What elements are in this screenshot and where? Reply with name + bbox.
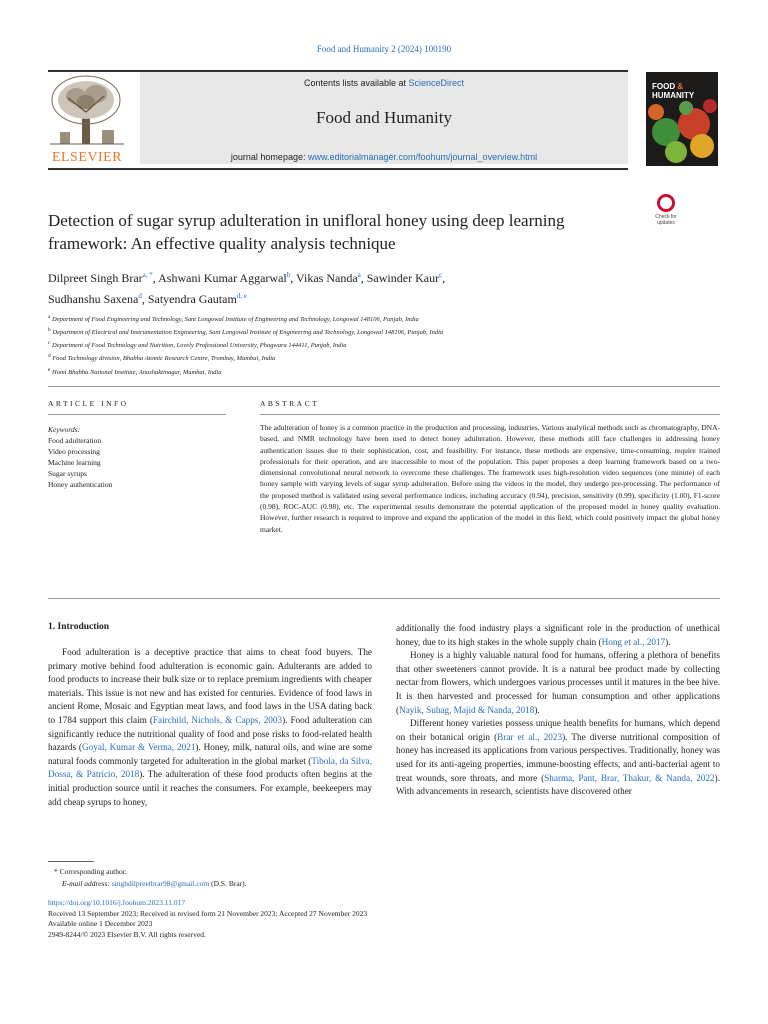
author-name[interactable]: Sudhanshu Saxena (48, 292, 139, 306)
paragraph: additionally the food industry plays a significant role in the production of unethical honey, due to its high stakes in the whole supply chain (Hong et al., 2017). (396, 623, 720, 647)
check-updates-icon (657, 194, 675, 212)
paragraph: Honey is a highly valuable natural food for humans, offering a plethora of benefits that other sweeteners cannot provide. It is a natural bee product made by collecting nectar from flowers, which undergoes various processes until it matures in the bee hive. It is then harvested and processed for human consumption and other applications (Nayik, Suhag, Majid & Nanda, 2018). (396, 650, 720, 715)
citation-link[interactable]: Brar et al., 2023 (497, 731, 563, 742)
author-list: Dilpreet Singh Brar$^{a, *}$, Ashwani Kumar Aggarwal$^b$, Vikas Nanda$^a$, Sawinder Kaur$^c$, Sudhanshu Saxena$^d$, Satyendra Gautam$^{d, e}$ (48, 271, 446, 306)
abstract-text: The adulteration of honey is a common practice in the production and processing, industries. Various analytical methods such as chromatography, DNA-based, and NMR technology have been used to detect honey adulteration. However, these methods still face challenges in addressing honey authentication issues due to their sophistication, cost, and feasibility. For instance, these methods are expensive, time-consuming, require trained professionals for their operation, and are inaccessible to most of the population. This paper proposes a deep learning framework based on a two-dimensional convolutional neural network to overcome these challenges. The framework uses high-resolution video sequences (one minute) of each honey sample with varying levels of sugar syrup adulteration. Before using the videos in the model, they undergo pre-processing. The performance of the proposed method is validated using several performance indices, including accuracy (0.94), precision, sensitivity (0.99), specificity (1.00), F1-score (0.98), ROC-AUC (0.98), etc. The experimental results demonstrate the potential application of the proposed model in honey quality evaluation. However, further research is required to improve and expand the application of the model in this field, which could positively impact the global honey market. (260, 423, 720, 534)
affiliation-item: $^b$ Department of Electrical and Instrumentation Engineering, Sant Longowal Institute of Engineering and Technology, Longowal 148106, Punjab, India (48, 327, 444, 337)
footnote-rule (48, 861, 94, 862)
keyword-item: Video processing (48, 447, 100, 456)
citation-link[interactable]: Hong et al., 2017 (601, 636, 666, 647)
journal-homepage: journal homepage: www.editorialmanager.com/foohum/journal_overview.html (230, 152, 538, 162)
keyword-item: Machine learning (48, 458, 101, 467)
keywords-label: Keywords: (48, 425, 81, 434)
abstract-heading: ABSTRACT (260, 399, 320, 408)
author-name[interactable]: Vikas Nanda (296, 271, 358, 285)
citation-link[interactable]: Fairchild, Nichols, & Capps, 2003 (152, 714, 283, 725)
paragraph: Different honey varieties possess unique health benefits for humans, which depend on their botanical origin (Brar et al., 2023). The diverse nutritional composition of honey has increased its applications from various perspectives. Traditionally, honey was used for its anti-ageing properties, immune-boosting effects, and anti-bacterial agent to treat wounds, sore throats, and more (Sharma, Pant, Brar, Thakur, & Nanda, 2022). With advancements in research, scientists have discovered other (396, 718, 721, 797)
journal-reference[interactable]: Food and Humanity 2 (2024) 100190 (316, 44, 452, 54)
copyright: 2949-8244/© 2023 Elsevier B.V. All rights reserved. (48, 929, 206, 939)
email-note: E-mail address: singhdilpreetbrar98@gmail.com (D.S. Brar). (62, 878, 247, 888)
corresponding-author-note: * Corresponding author. (54, 867, 127, 876)
check-for-updates-badge[interactable] (648, 194, 684, 228)
article-info-heading: ARTICLE INFO (48, 399, 129, 408)
author-affil-sup[interactable]: d, e (236, 292, 247, 300)
author-affil-sup[interactable]: b (286, 271, 291, 279)
author-affil-sup[interactable]: c (439, 271, 443, 279)
publication-info (48, 898, 548, 940)
footnotes (48, 866, 448, 889)
body-column-left (48, 646, 372, 809)
article-title: Detection of sugar syrup adulteration in unifloral honey using deep learning framework: An effective quality analysis technique (48, 211, 565, 253)
received-dates: Received 13 September 2023; Received in revised form 21 November 2023; Accepted 27 November 2023 (48, 908, 368, 918)
introduction-heading: 1. Introduction (48, 622, 110, 632)
citation-link[interactable]: Nayik, Suhag, Majid & Nanda, 2018 (399, 704, 535, 715)
keywords-block (48, 424, 226, 490)
citation-link[interactable]: Goyal, Kumar & Verma, 2021 (82, 742, 196, 753)
article-info-rule (48, 414, 226, 415)
abstract-rule (260, 414, 720, 415)
affiliation-list (48, 312, 668, 378)
journal-name: Food and Humanity (316, 108, 452, 127)
affiliation-item: $^c$ Department of Food Technology and Nutrition, Lovely Professional University, Phagwara 144411, Punjab, India (48, 340, 347, 350)
journal-cover-image[interactable] (646, 72, 718, 166)
check-updates-label: Check for updates (655, 214, 677, 226)
keyword-item: Sugar syrups (48, 469, 87, 478)
affiliation-item: $^a$ Department of Food Engineering and Technology, Sant Longowal Institute of Engineering and Technology, Longowal 148106, Punjab, India (48, 314, 419, 324)
author-name[interactable]: Satyendra Gautam (147, 292, 237, 306)
author-affil-sup[interactable]: d (138, 292, 142, 300)
body-column-right (396, 622, 720, 799)
citation-link[interactable]: Tibola, da Silva, Dossa, & Patrício, 2018 (48, 755, 372, 780)
available-online: Available online 1 December 2023 (48, 919, 153, 928)
author-name[interactable]: Ashwani Kumar Aggarwal (158, 271, 287, 285)
section-divider (48, 386, 720, 387)
homepage-link[interactable]: www.editorialmanager.com/foohum/journal_overview.html (307, 152, 538, 162)
doi-link[interactable]: https://doi.org/10.1016/j.foohum.2023.11.017 (48, 898, 186, 907)
paragraph: Food adulteration is a deceptive practice that aims to cheat food buyers. The primary motive behind food adulteration is economic gain. Adulterants are added to food products to increase their bulk size or to replace premium ingredients with cheaper materials. This issue is not new and has existed for centuries. Evidence of food laws in ancient Rome, Mosaic and Egyptian meat laws, and food laws in the USA dating back to 1784 support this claim (Fairchild, Nichols, & Capps, 2003). Food adulteration can significantly reduce the nutritional quality of food and pose risks to food-related health hazards (Goyal, Kumar & Verma, 2021). Honey, milk, natural oils, and wine are some natural foods commonly targeted for adulteration in the global market (Tibola, da Silva, Dossa, & Patrício, 2018). The adulteration of these food products often begins at the initial production source until it reaches the consumers. For example, beekeepers may add cheap syrups to honey, (48, 647, 372, 807)
email-link[interactable]: singhdilpreetbrar98@gmail.com (111, 878, 210, 888)
affiliation-item: $^d$ Food Technology division, Bhabha Atomic Research Centre, Trombay, Mumbai, India (48, 353, 276, 363)
author-affil-sup[interactable]: a (357, 271, 361, 279)
abstract-bottom-rule (48, 598, 720, 599)
keyword-item: Food adulteration (48, 436, 102, 445)
author-affil-sup[interactable]: a, * (142, 271, 153, 279)
contents-available: Contents lists available at ScienceDirect (303, 78, 465, 88)
cover-title: FOOD & HUMANITY (652, 82, 695, 100)
author-name[interactable]: Dilpreet Singh Brar (48, 271, 143, 285)
citation-link[interactable]: Sharma, Pant, Brar, Thakur, & Nanda, 2022 (544, 772, 715, 783)
header-bottom-rule (48, 168, 628, 170)
sciencedirect-link[interactable]: ScienceDirect (408, 78, 465, 88)
elsevier-wordmark: ELSEVIER (51, 150, 123, 165)
author-name[interactable]: Sawinder Kaur (366, 271, 440, 285)
affiliation-item: $^e$ Homi Bhabha National Institute, Anushaktinagar, Mumbai, India (48, 366, 222, 376)
keyword-item: Honey authentication (48, 480, 113, 489)
